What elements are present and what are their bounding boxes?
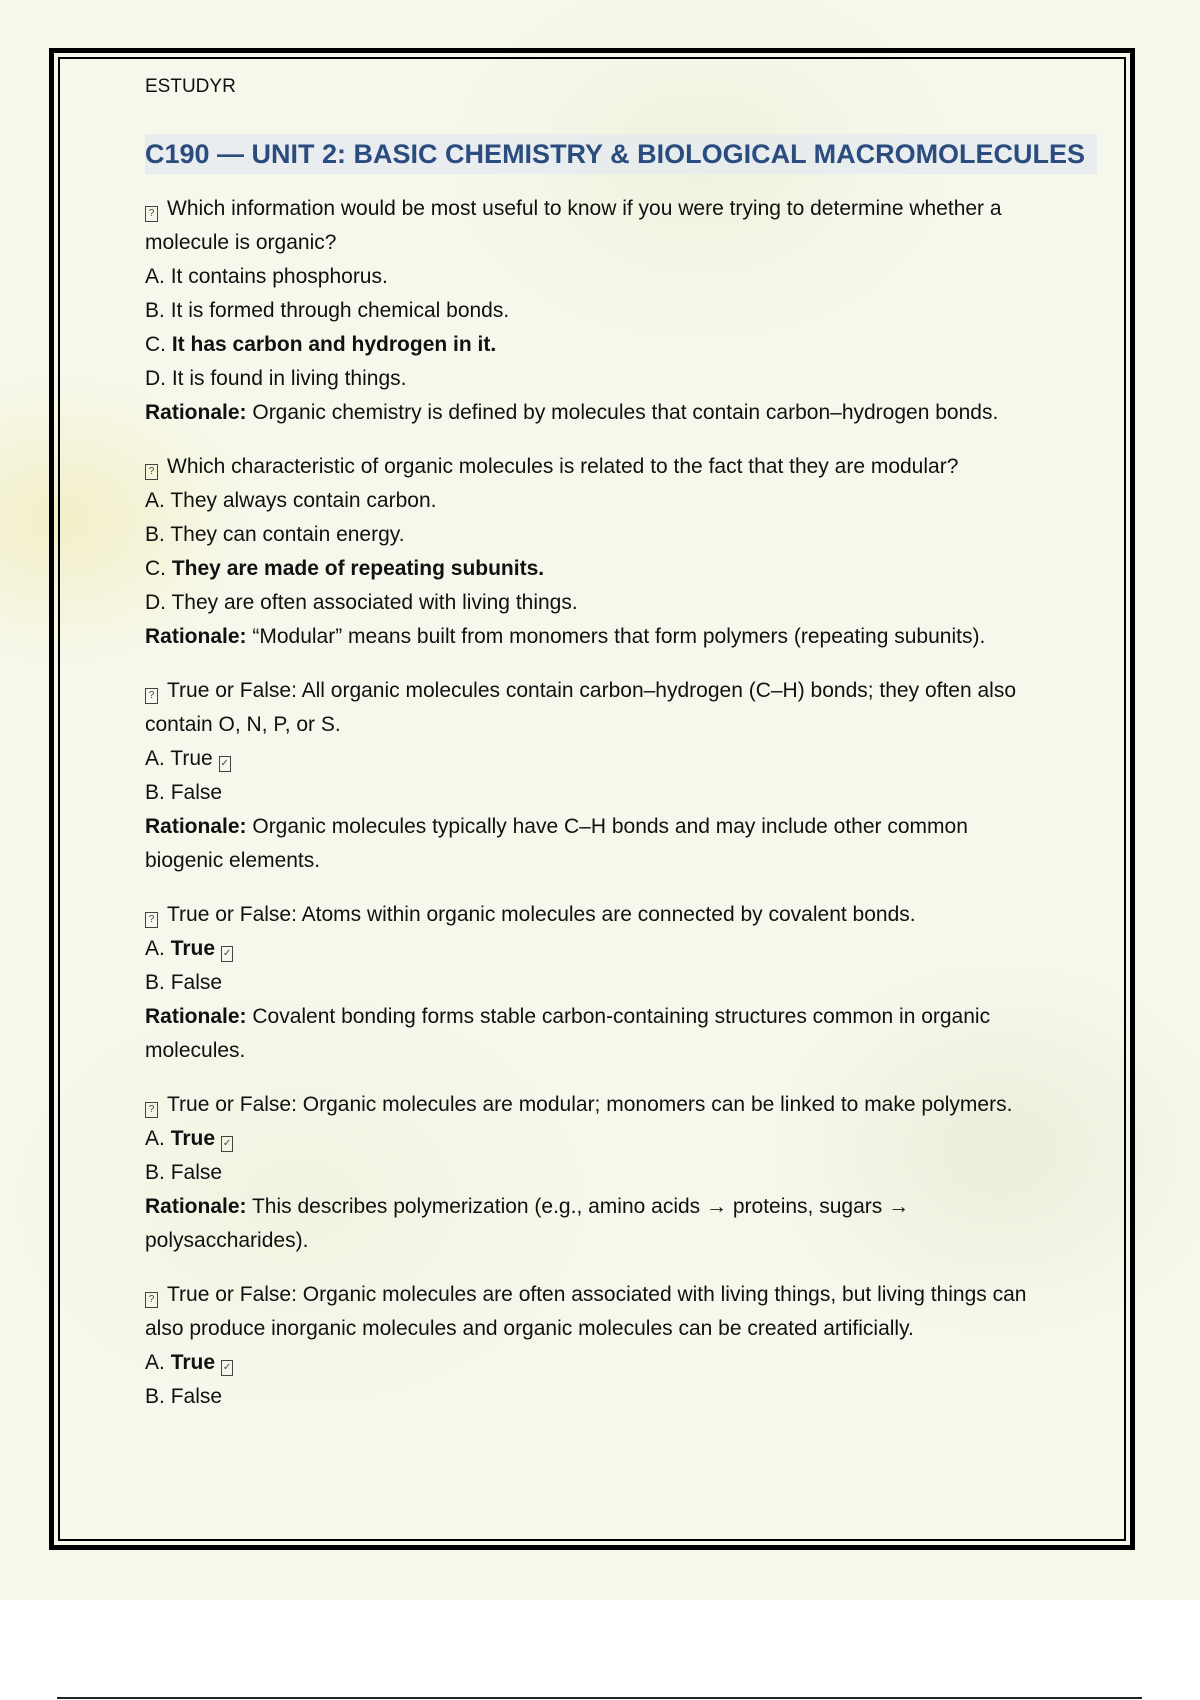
checkmark-box-icon: ✓ xyxy=(219,756,231,772)
option-a-correct: A. True ✓ xyxy=(145,1127,232,1150)
question-1 xyxy=(145,192,1085,430)
brand-header: ESTUDYR xyxy=(145,76,236,97)
question-stem: ? True or False: Organic molecules are modular; monomers can be linked to make polymers. xyxy=(145,1088,1085,1122)
option-a-correct: A. True ✓ xyxy=(145,747,229,770)
option-c-correct: C. They are made of repeating subunits. xyxy=(145,557,545,580)
option-d: D. They are often associated with living things. xyxy=(145,591,578,614)
question-box-icon: ? xyxy=(145,688,158,704)
question-box-icon: ? xyxy=(145,464,158,480)
question-5 xyxy=(145,1088,1085,1258)
question-stem: ? True or False: Atoms within organic molecules are connected by covalent bonds. xyxy=(145,898,1085,932)
question-stem-continued: contain O, N, P, or S. xyxy=(145,713,341,736)
question-stem: ? Which information would be most useful to know if you were trying to determine whether a xyxy=(145,192,1085,226)
question-stem-continued: molecule is organic? xyxy=(145,231,337,254)
option-b: B. False xyxy=(145,781,223,804)
checkmark-box-icon: ✓ xyxy=(221,946,233,962)
rationale-continued: polysaccharides). xyxy=(145,1229,309,1252)
option-a: A. It contains phosphorus. xyxy=(145,265,388,288)
rationale: Rationale: This describes polymerization (e.g., amino acids → proteins, sugars → xyxy=(145,1195,910,1218)
page-title: C190 — UNIT 2: BASIC CHEMISTRY & BIOLOGICAL MACROMOLECULES xyxy=(145,134,1097,174)
footer-rule xyxy=(57,1697,1142,1699)
option-a-correct: A. True ✓ xyxy=(145,937,232,960)
question-2 xyxy=(145,450,1085,654)
question-box-icon: ? xyxy=(145,912,158,928)
question-box-icon: ? xyxy=(145,206,158,222)
rationale-continued: molecules. xyxy=(145,1039,246,1062)
option-a-correct: A. True ✓ xyxy=(145,1351,232,1374)
option-b: B. They can contain energy. xyxy=(145,523,405,546)
checkmark-box-icon: ✓ xyxy=(221,1136,233,1152)
rationale: Rationale: Organic molecules typically have C–H bonds and may include other common xyxy=(145,815,968,838)
question-stem: ? Which characteristic of organic molecules is related to the fact that they are modular? xyxy=(145,450,1085,484)
checkmark-box-icon: ✓ xyxy=(221,1360,233,1376)
rationale: Rationale: Organic chemistry is defined by molecules that contain carbon–hydrogen bonds. xyxy=(145,401,999,424)
question-box-icon: ? xyxy=(145,1292,158,1308)
option-b: B. It is formed through chemical bonds. xyxy=(145,299,510,322)
question-6 xyxy=(145,1278,1085,1414)
rationale: Rationale: Covalent bonding forms stable carbon-containing structures common in organic xyxy=(145,1005,991,1028)
option-b: B. False xyxy=(145,1385,223,1408)
question-stem: ? True or False: Organic molecules are often associated with living things, but living things can xyxy=(145,1278,1085,1312)
rationale-continued: biogenic elements. xyxy=(145,849,321,872)
question-box-icon: ? xyxy=(145,1102,158,1118)
option-d: D. It is found in living things. xyxy=(145,367,407,390)
question-3 xyxy=(145,674,1085,878)
rationale: Rationale: “Modular” means built from monomers that form polymers (repeating subunits). xyxy=(145,625,986,648)
question-stem: ? True or False: All organic molecules contain carbon–hydrogen (C–H) bonds; they often also xyxy=(145,674,1085,708)
document-content xyxy=(145,70,1085,1434)
question-4 xyxy=(145,898,1085,1068)
option-b: B. False xyxy=(145,971,223,994)
option-c-correct: C. It has carbon and hydrogen in it. xyxy=(145,333,497,356)
option-a: A. They always contain carbon. xyxy=(145,489,437,512)
option-b: B. False xyxy=(145,1161,223,1184)
question-stem-continued: also produce inorganic molecules and organic molecules can be created artificially. xyxy=(145,1317,914,1340)
